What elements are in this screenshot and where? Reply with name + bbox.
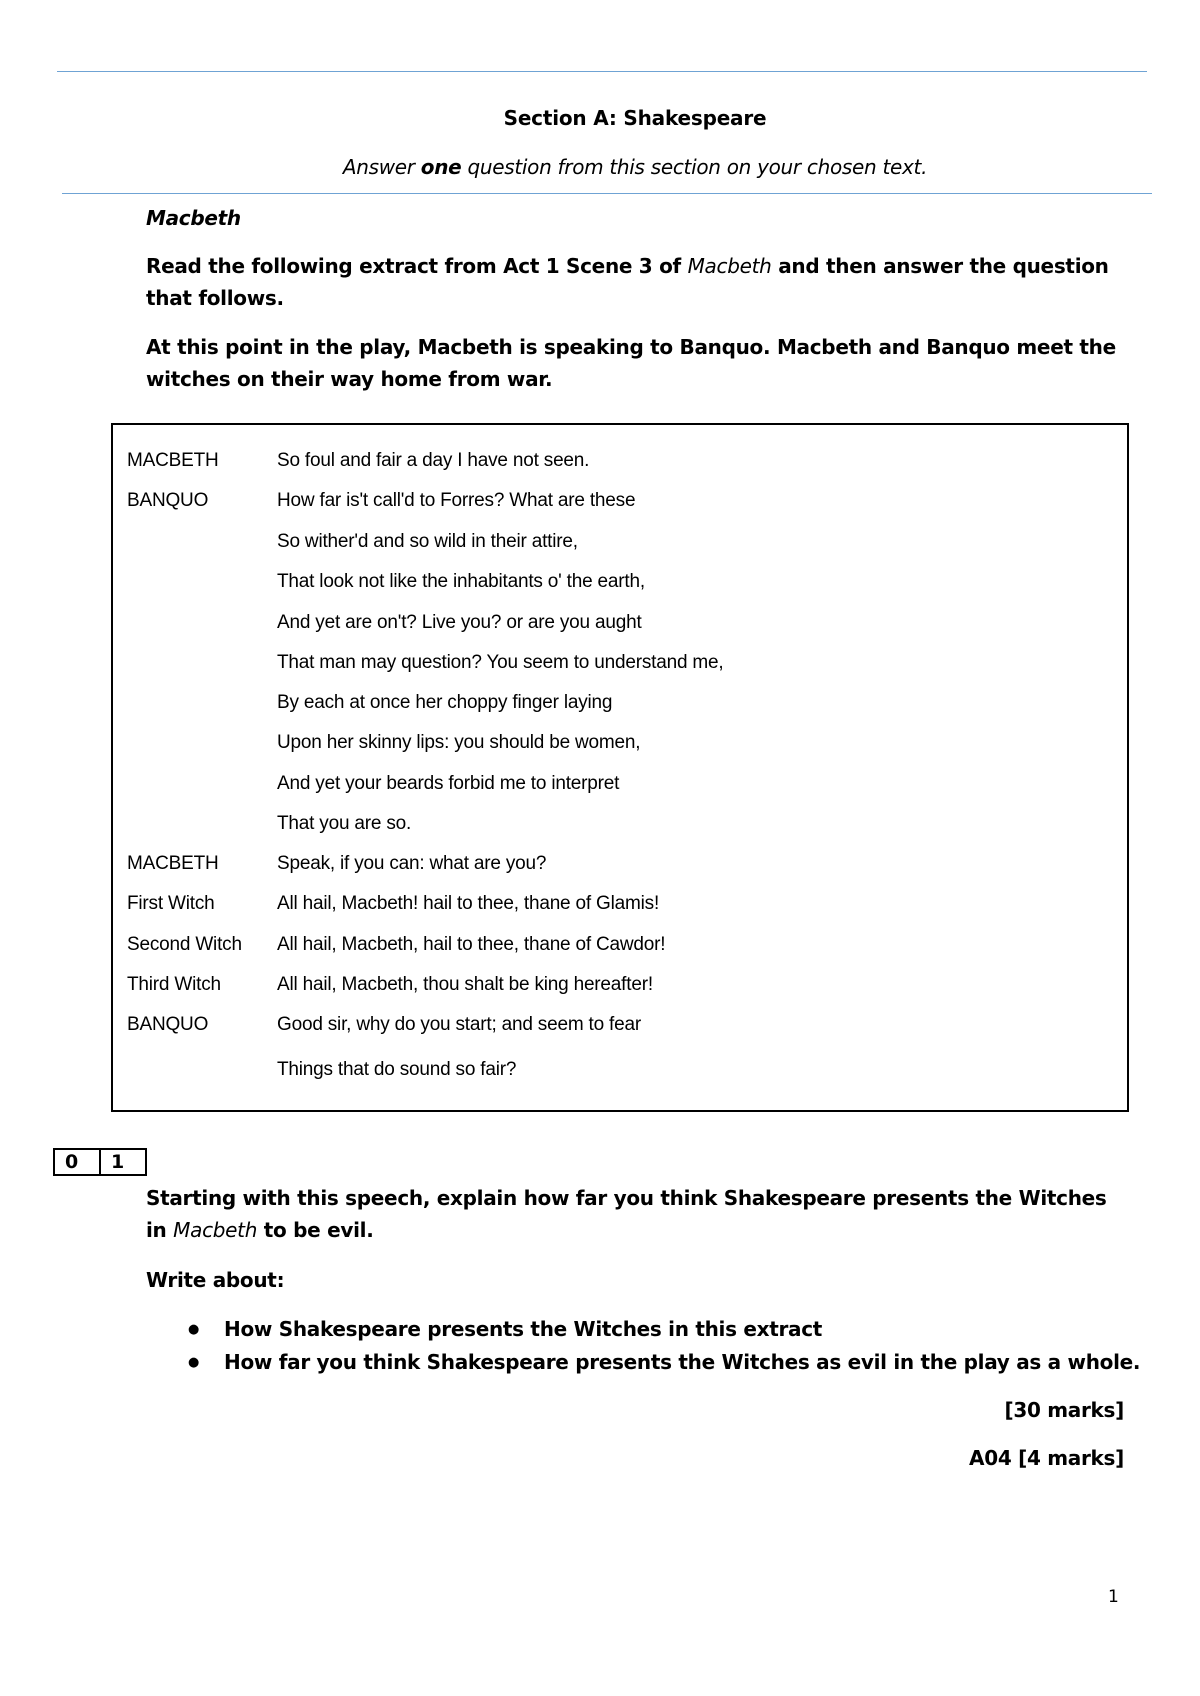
extract-speaker: MACBETH: [127, 853, 219, 874]
extract-line: All hail, Macbeth, thou shalt be king hereafter!: [277, 974, 653, 995]
extract-line: That look not like the inhabitants o' the earth,: [277, 571, 645, 592]
write-about-label: Write about:: [146, 1268, 285, 1292]
extract-speaker: BANQUO: [127, 490, 209, 511]
extract-line: And yet your beards forbid me to interpret: [277, 773, 620, 794]
play-title: Macbeth: [146, 206, 241, 230]
question-number-digit: 1: [99, 1148, 147, 1176]
extract-line: Upon her skinny lips: you should be women,: [277, 732, 641, 753]
extract-line: Speak, if you can: what are you?: [277, 853, 547, 874]
extract-box: [111, 423, 1129, 1112]
extract-line: All hail, Macbeth! hail to thee, thane of Glamis!: [277, 893, 660, 914]
extract-speaker: First Witch: [127, 893, 215, 914]
context-paragraph: At this point in the play, Macbeth is speaking to Banquo. Macbeth and Banquo meet the witches on their way home from war.: [146, 335, 1116, 391]
marks-total: [30 marks]: [1004, 1398, 1124, 1422]
write-about-list: [188, 1313, 1140, 1379]
question-text: Starting with this speech, explain how far you think Shakespeare presents the Witches in Macbeth to be evil.: [146, 1186, 1107, 1242]
list-item: ● How Shakespeare presents the Witches in this extract: [188, 1313, 1140, 1346]
extract-speaker: Second Witch: [127, 934, 242, 955]
extract-line: How far is't call'd to Forres? What are these: [277, 490, 636, 511]
extract-line: All hail, Macbeth, hail to thee, thane of Cawdor!: [277, 934, 666, 955]
section-heading: Section A: Shakespeare: [503, 106, 767, 130]
list-item: ● How far you think Shakespeare presents the Witches as evil in the play as a whole.: [188, 1346, 1140, 1379]
extract-speaker: MACBETH: [127, 450, 219, 471]
ao-marks: A04 [4 marks]: [969, 1446, 1124, 1470]
extract-line: Things that do sound so fair?: [277, 1059, 517, 1080]
header-rule: [57, 71, 1147, 72]
extract-line: And yet are on't? Live you? or are you aught: [277, 612, 642, 633]
extract-line: Good sir, why do you start; and seem to fear: [277, 1014, 642, 1035]
question-number-digit: 0: [53, 1148, 101, 1176]
extract-line: So foul and fair a day I have not seen.: [277, 450, 590, 471]
extract-line: By each at once her choppy finger laying: [277, 692, 613, 713]
page-number: 1: [1108, 1587, 1119, 1607]
extract-speaker: Third Witch: [127, 974, 221, 995]
extract-speaker: BANQUO: [127, 1014, 209, 1035]
intro-paragraph: Read the following extract from Act 1 Scene 3 of Macbeth and then answer the question that follows.: [146, 254, 1109, 310]
section-instruction: Answer one question from this section on your chosen text.: [342, 155, 928, 179]
extract-line: So wither'd and so wild in their attire,: [277, 531, 578, 552]
extract-line: That you are so.: [277, 813, 412, 834]
question-number: [53, 1148, 147, 1176]
extract-line: That man may question? You seem to understand me,: [277, 652, 724, 673]
instruction-rule: [62, 193, 1152, 194]
